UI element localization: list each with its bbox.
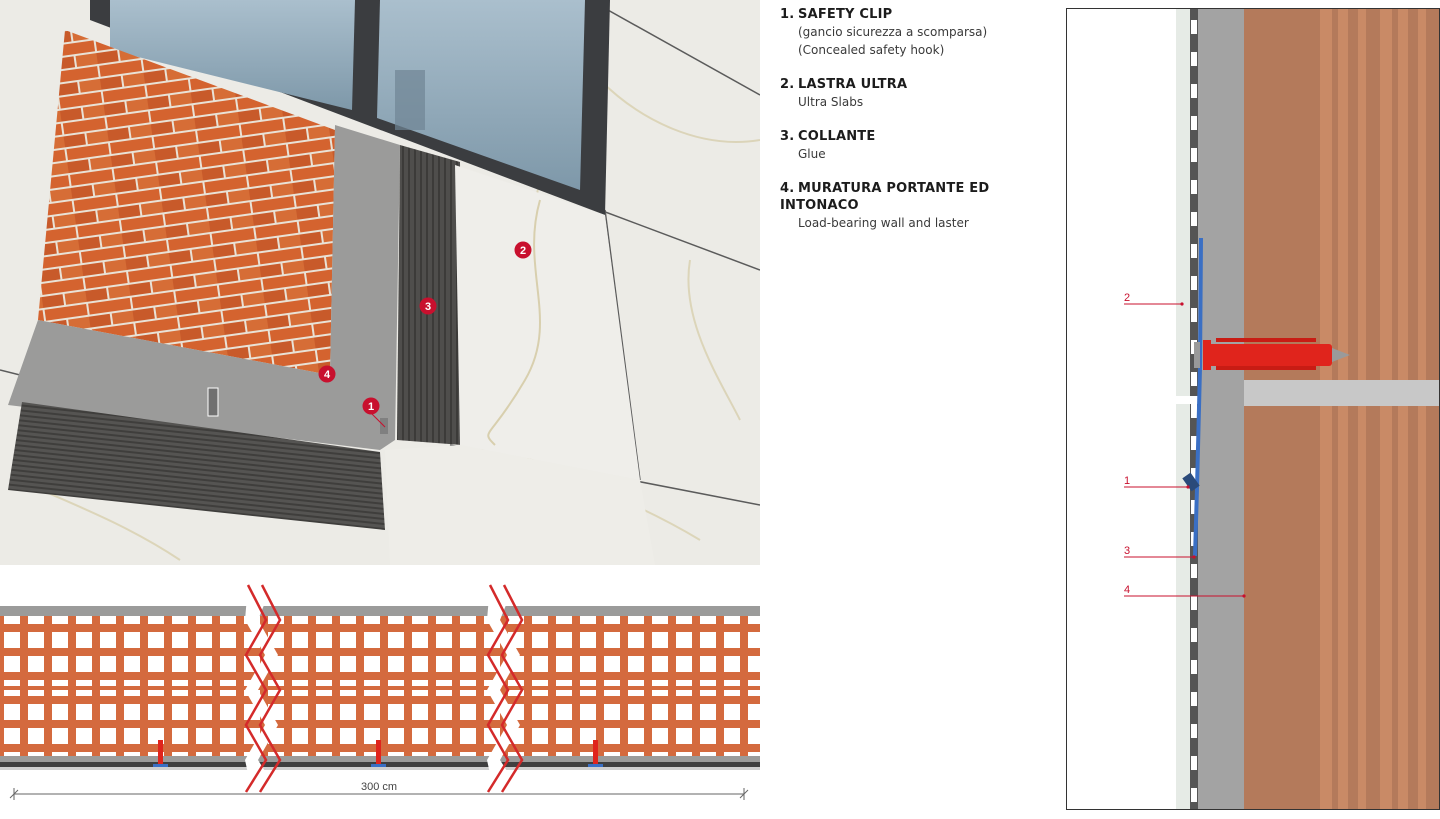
slab-line — [0, 767, 760, 770]
svg-text:3: 3 — [424, 301, 432, 313]
marker-4 — [319, 366, 336, 383]
legend-sub-1a: (gancio sicurezza a scomparsa) — [798, 25, 988, 39]
vertical-detail-section — [1066, 8, 1440, 812]
legend-item-2: 2. LASTRA ULTRA Ultra Slabs — [780, 76, 1070, 111]
safety-clip-slot — [208, 388, 218, 416]
slab-joint — [1176, 396, 1198, 404]
legend-sub-1b: (Concealed safety hook) — [798, 43, 945, 57]
wall-solid-band — [1244, 9, 1314, 809]
svg-text:2: 2 — [519, 245, 527, 257]
legend-item-4: 4. MURATURA PORTANTE ED INTONACO Load-bearing wall and laster — [780, 180, 1070, 232]
legend-item-3: 3. COLLANTE Glue — [780, 128, 1070, 163]
callout-1: 1 — [1124, 475, 1131, 487]
facade-illustration — [0, 0, 760, 565]
svg-text:1: 1 — [367, 401, 375, 413]
glue-strip-vertical — [397, 145, 462, 445]
legend-title-4: MURATURA PORTANTE ED INTONACO — [780, 181, 990, 213]
legend-title-3: COLLANTE — [798, 129, 876, 144]
horizontal-section — [0, 580, 760, 805]
slab-edge — [1176, 9, 1190, 809]
callout-3: 3 — [1124, 545, 1131, 557]
legend-sub-2: Ultra Slabs — [798, 95, 864, 109]
dimension-label: 300 cm — [360, 781, 398, 793]
plaster-band — [1198, 9, 1244, 809]
callout-2: 2 — [1124, 292, 1131, 304]
legend-title-1: SAFETY CLIP — [798, 7, 893, 22]
marker-3 — [420, 298, 437, 315]
marker-2 — [515, 242, 532, 259]
window-reflection — [395, 70, 425, 130]
legend-item-1: 1. SAFETY CLIP (gancio sicurezza a scomparsa) (Concealed safety hook) — [780, 6, 1070, 59]
svg-text:4: 4 — [323, 369, 331, 381]
mortar-joint — [1244, 380, 1439, 406]
legend-title-2: LASTRA ULTRA — [798, 77, 908, 92]
legend — [780, 6, 1070, 249]
legend-sub-4: Load-bearing wall and laster — [798, 216, 969, 230]
top-plaster — [0, 606, 760, 616]
callout-4: 4 — [1124, 584, 1131, 596]
legend-sub-3: Glue — [798, 147, 826, 161]
